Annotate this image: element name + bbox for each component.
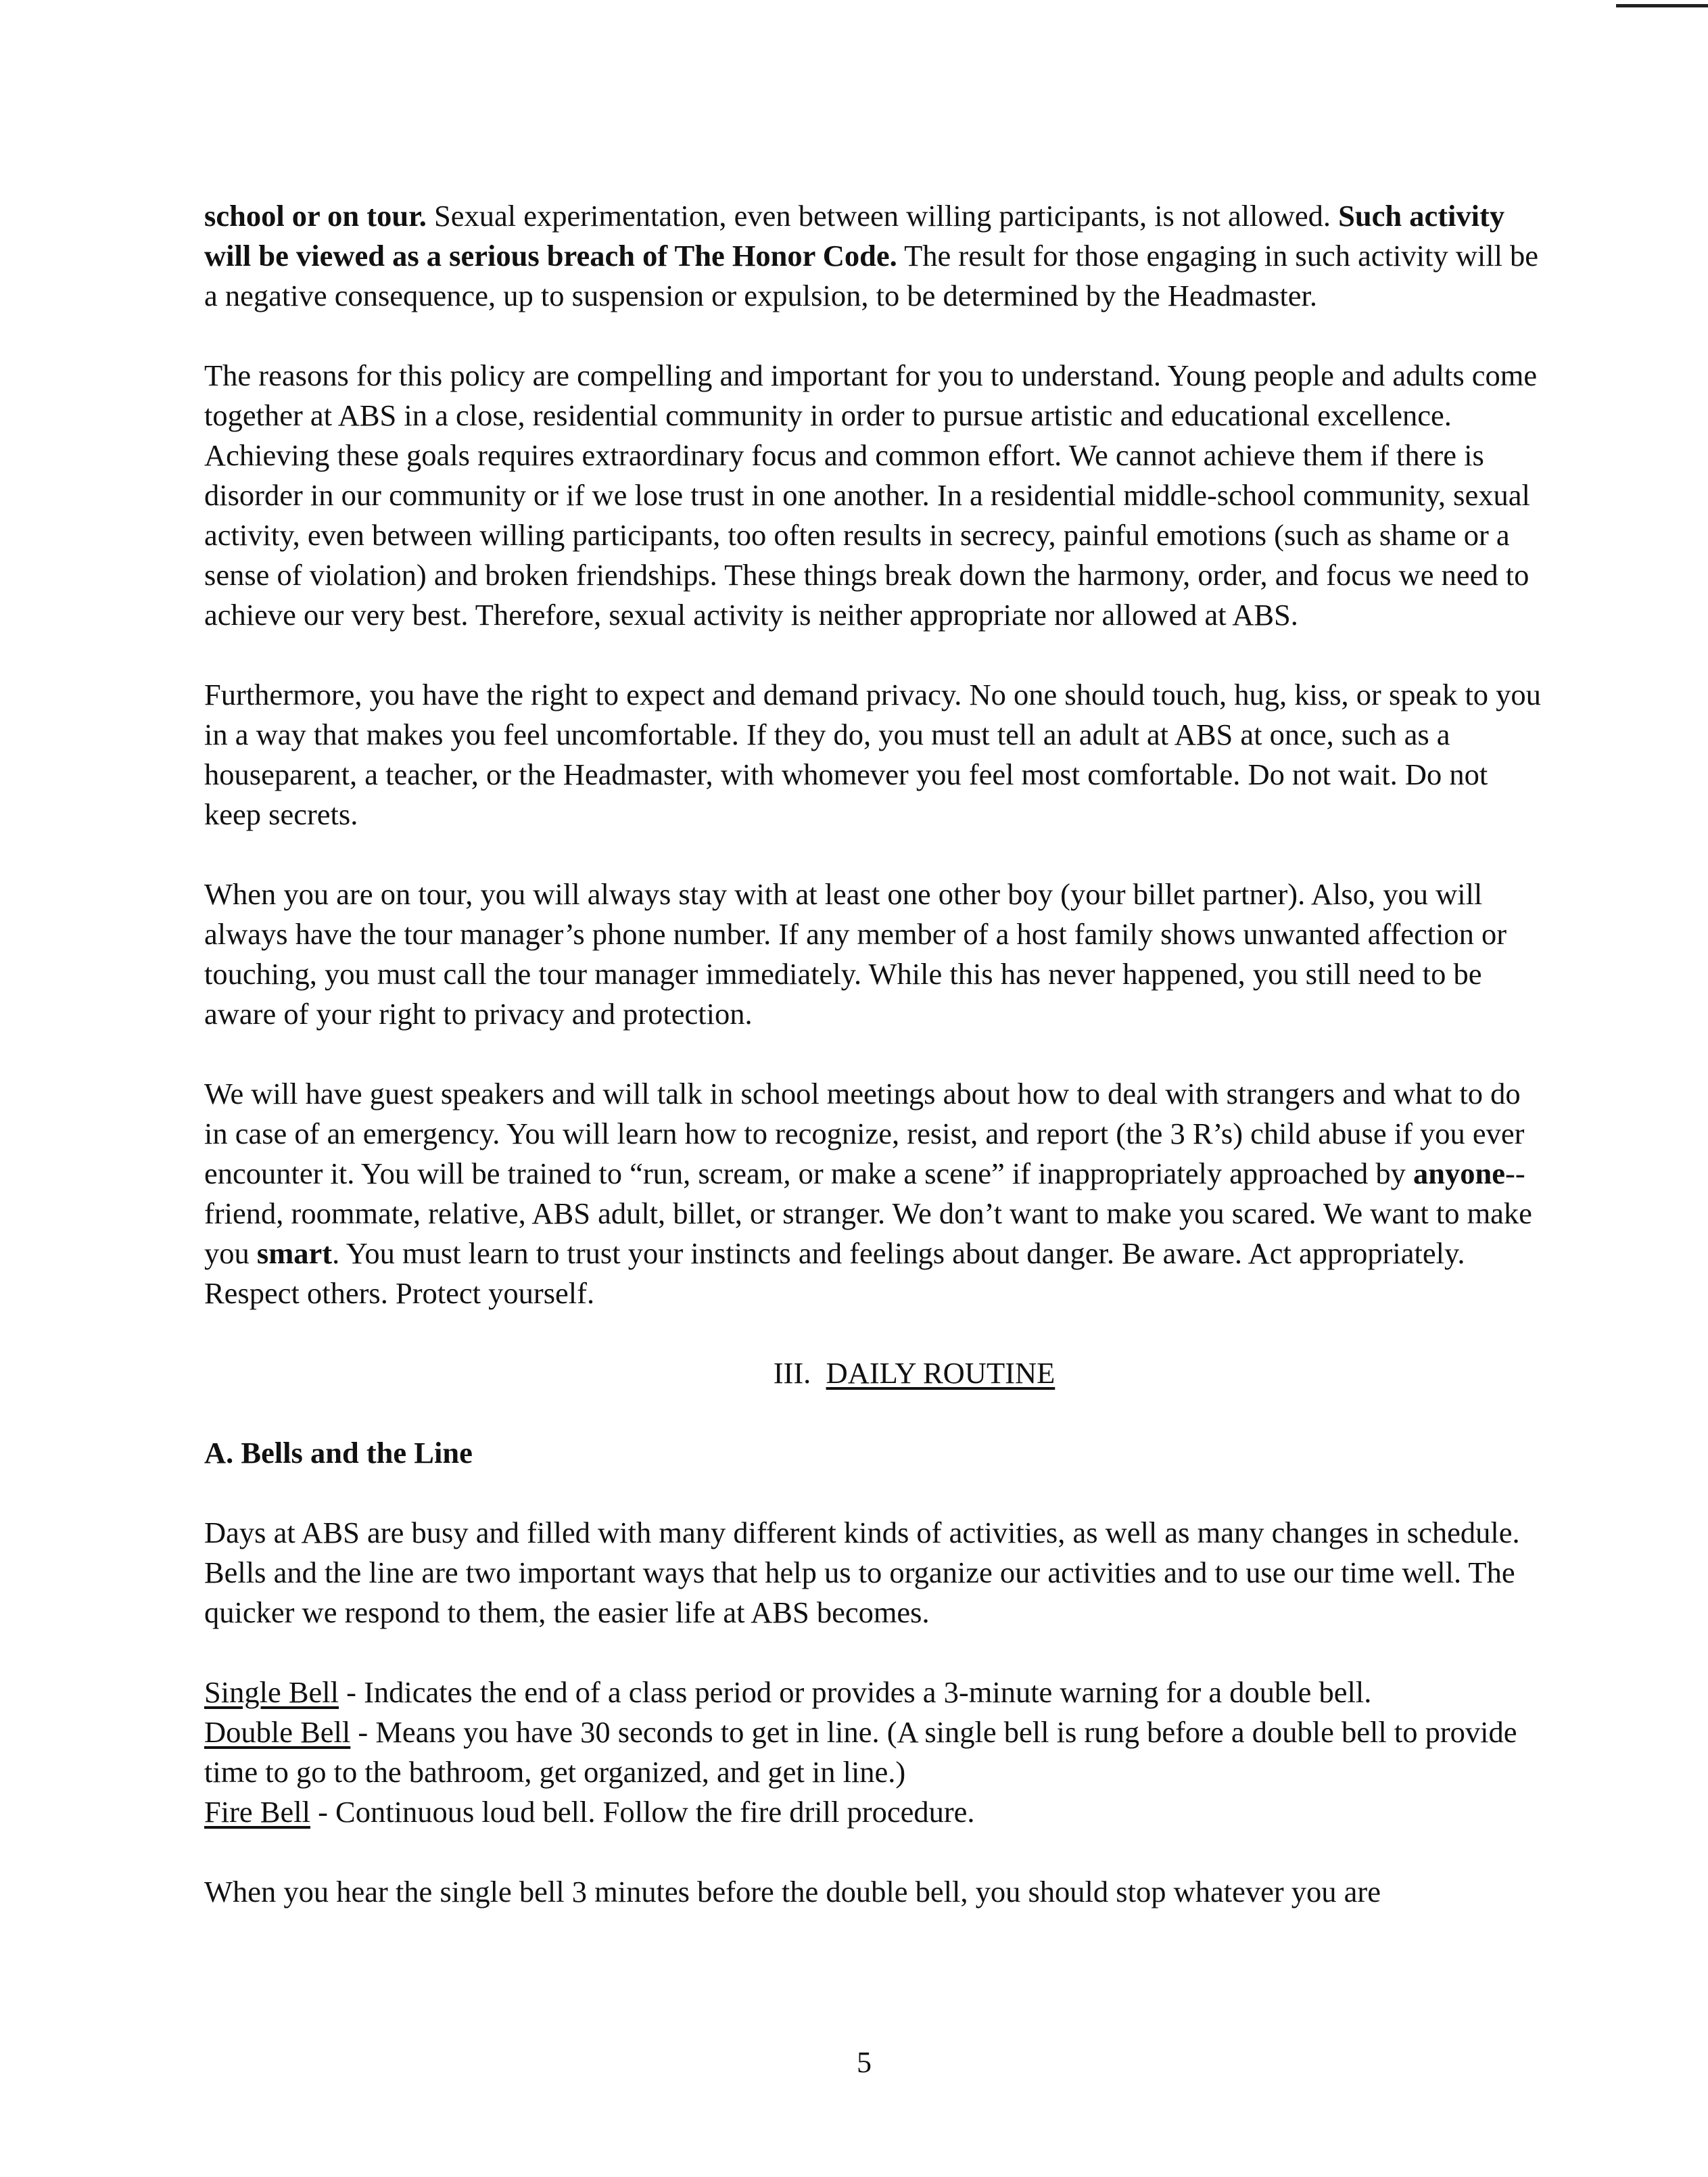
bell-name: Fire Bell (204, 1795, 310, 1829)
bell-name: Single Bell (204, 1675, 339, 1709)
bold-text: smart (256, 1236, 333, 1270)
paragraph-honor-code (204, 196, 1543, 316)
body-text: Sexual experimentation, even between willing participants, is not allowed. (426, 199, 1339, 233)
bell-item-single (204, 1672, 1543, 1712)
bell-definitions (204, 1672, 1543, 1832)
bell-description: - Continuous loud bell. Follow the fire drill procedure. (310, 1795, 975, 1829)
document-body (204, 196, 1543, 1952)
body-text: . You must learn to trust your instincts and feelings about danger. Be aware. Act appropriately. Respect others. Protect yourself. (204, 1236, 1465, 1310)
bell-description: - Means you have 30 seconds to get in line. (A single bell is rung before a double bell to provide time to go to the bathroom, get organized, and get in line.) (204, 1715, 1517, 1789)
paragraph-on-tour: When you are on tour, you will always stay with at least one other boy (your billet partner). Also, you will always have the tour manager’s phone number. If any member of a host family shows unwanted affection or touching, you must call the tour manager immediately. While this has never happened, you still need to be aware of your right to privacy and protection. (204, 877, 1507, 1031)
scan-edge-mark (1616, 4, 1708, 7)
page-number: 5 (857, 2046, 872, 2079)
paragraph-single-bell-instructions: When you hear the single bell 3 minutes before the double bell, you should stop whatever you are (204, 1875, 1381, 1909)
bell-item-fire (204, 1792, 1543, 1832)
bold-text: anyone (1413, 1156, 1506, 1190)
bold-text: school or on tour. (204, 199, 427, 233)
paragraph-bells-intro: Days at ABS are busy and filled with many different kinds of activities, as well as many changes in schedule. Bells and the line are two important ways that help us to organize our activities and to use our time well. The quicker we respond to them, the easier life at ABS becomes. (204, 1516, 1520, 1629)
bold-text: Such activity will be viewed as a serious breach of The Honor Code. (204, 199, 1505, 273)
paragraph-policy-reasons: The reasons for this policy are compelling and important for you to understand. Young people and adults come together at ABS in a close, residential community in order to pursue artistic and educational excellence. Achieving these goals requires extraordinary focus and common effort. We cannot achieve them if there is disorder in our community or if we lose trust in one another. In a residential middle-school community, sexual activity, even between willing participants, too often results in secrecy, painful emotions (such as shame or a sense of violation) and broken friendships. These things break down the harmony, order, and focus we need to achieve our very best. Therefore, sexual activity is neither appropriate nor allowed at ABS. (204, 358, 1538, 632)
body-text: We will have guest speakers and will talk in school meetings about how to deal with strangers and what to do in case of an emergency. You will learn how to recognize, resist, and report (the 3 R’s) child abuse if you ever encounter it. You will be trained to “run, scream, or make a scene” if inappropriately approached by (204, 1077, 1525, 1190)
body-text: --friend, roommate, relative, ABS adult, billet, or stranger. We don’t want to make you scared. We want to make you (204, 1156, 1532, 1270)
subsection-heading: A. Bells and the Line (204, 1436, 473, 1470)
paragraph-safety-training (204, 1074, 1543, 1313)
body-text: The result for those engaging in such activity will be a negative consequence, up to suspension or expulsion, to be determined by the Headmaster. (204, 239, 1539, 312)
section-numeral: III. (773, 1356, 811, 1390)
section-heading (204, 1353, 1543, 1393)
bell-item-double (204, 1712, 1543, 1792)
bell-name: Double Bell (204, 1715, 351, 1749)
section-title: DAILY ROUTINE (826, 1356, 1055, 1390)
bell-description: - Indicates the end of a class period or provides a 3-minute warning for a double bell. (339, 1675, 1372, 1709)
paragraph-privacy: Furthermore, you have the right to expect and demand privacy. No one should touch, hug, kiss, or speak to you in a way that makes you feel uncomfortable. If they do, you must tell an adult at ABS at once, such as a houseparent, a teacher, or the Headmaster, with whomever you feel most comfortable. Do not wait. Do not keep secrets. (204, 678, 1541, 831)
